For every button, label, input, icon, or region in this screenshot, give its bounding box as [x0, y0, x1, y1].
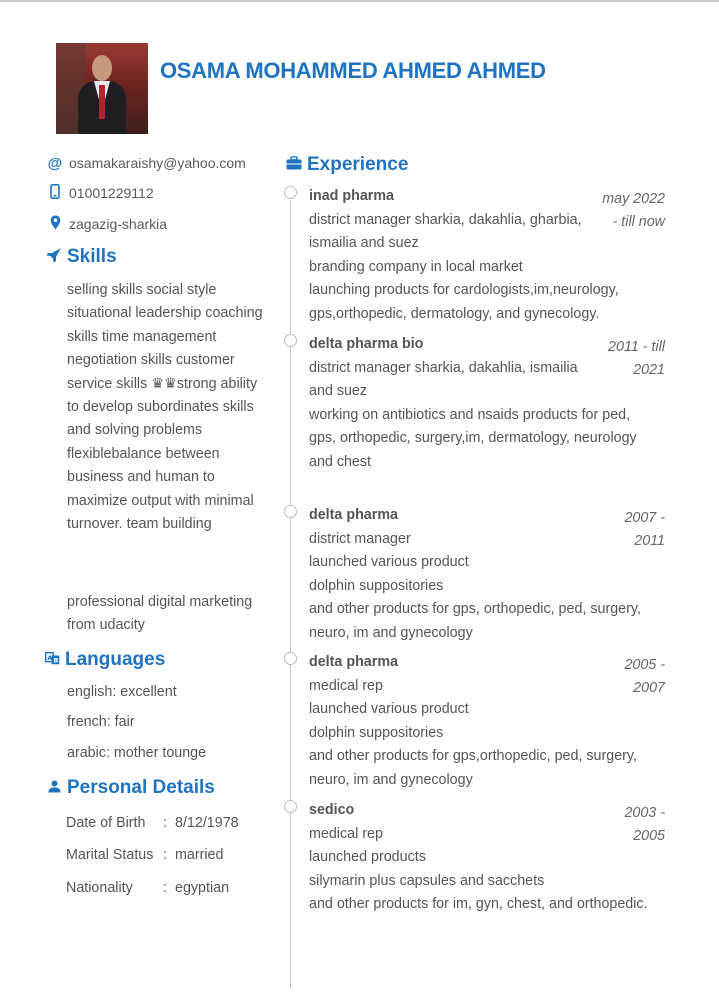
experience-title: Experience	[307, 154, 409, 175]
contact-phone[interactable]	[46, 182, 154, 204]
job-date-end: 2021	[633, 362, 665, 379]
job-date-end: 2005	[633, 828, 665, 845]
job-line: working on antibiotics and nsaids products for ped, gps, orthopedic, surgery,im, dermatology, neurology and chest	[309, 406, 637, 470]
job-line: and other products for im, gyn, chest, and orthopedic.	[309, 896, 648, 913]
job-date-start: 2007 -	[624, 510, 665, 526]
job-date-start: may 2022	[602, 191, 665, 207]
job-date-end: 2007	[633, 680, 665, 697]
email-text: osamakaraishy@yahoo.com	[69, 155, 246, 171]
job-company: inad pharma	[309, 188, 395, 204]
timeline-dot	[284, 652, 297, 665]
job-line: dolphin suppositories	[309, 724, 444, 741]
job-description	[309, 675, 637, 792]
job-line: launching products for cardologists,im,neurology, gps,orthopedic, dermatology, and gynecology.	[309, 282, 619, 322]
personal-row-dob	[66, 815, 239, 831]
personal-label: Nationality	[66, 880, 133, 896]
job-company: delta pharma	[309, 507, 398, 523]
job-line: and other products for gps,orthopedic, ped, surgery, neuro, im and gynecology	[309, 748, 637, 788]
full-name: OSAMA MOHAMMED AHMED AHMED	[160, 58, 546, 83]
job-line: medical rep	[309, 826, 383, 842]
job-company: delta pharma	[309, 654, 398, 670]
personal-sep: :	[163, 847, 167, 863]
location-text: zagazig-sharkia	[69, 216, 168, 232]
rocket-icon	[44, 247, 64, 267]
job-line: launched products	[309, 849, 426, 866]
languages-heading	[42, 649, 165, 671]
phone-text: 01001229112	[69, 185, 154, 201]
personal-value: egyptian	[175, 880, 230, 896]
experience-heading	[284, 154, 408, 176]
personal-sep: :	[163, 880, 167, 896]
at-icon: @	[47, 154, 63, 172]
svg-text:B: B	[52, 656, 58, 665]
timeline-dot	[284, 186, 297, 199]
job-date-start: 2011 - till	[608, 339, 665, 355]
personal-value: married	[175, 847, 224, 863]
job-date-start: 2003 -	[624, 805, 665, 821]
job-company: delta pharma bio	[309, 336, 424, 352]
skills-heading	[44, 246, 117, 268]
job-line: launched various product	[309, 701, 469, 718]
job-description	[309, 823, 648, 917]
job-company: sedico	[309, 802, 355, 818]
skills-title: Skills	[67, 246, 117, 267]
job-date	[595, 654, 665, 701]
svg-text:A: A	[46, 653, 52, 662]
job-line: medical rep	[309, 678, 383, 694]
job-date	[595, 507, 665, 554]
personal-value: 8/12/1978	[175, 815, 239, 831]
job-date-end: 2011	[634, 533, 665, 550]
personal-sep: :	[163, 815, 167, 831]
job-description	[309, 528, 641, 645]
job-date	[595, 802, 665, 849]
personal-row-marital	[66, 847, 223, 863]
job-line: launched various product	[309, 554, 469, 571]
timeline-dot	[284, 505, 297, 518]
language-item: arabic: mother tounge	[67, 745, 207, 761]
skills-text: selling skills social style situational leadership coaching skills time management negotiation skills customer service skills ♛♛strong ability to develop subordinates skills and solving problems flexiblebalance between business and human to maximize output with minimal turnover. team building	[67, 282, 263, 533]
job-line: branding company in local market	[309, 258, 523, 275]
contact-email[interactable]	[46, 152, 246, 174]
job-description	[309, 209, 619, 326]
languages-title: Languages	[65, 649, 166, 670]
job-date-start: 2005 -	[624, 657, 665, 673]
personal-row-nationality	[66, 880, 229, 896]
language-item: french: fair	[67, 714, 135, 730]
timeline-dot	[284, 800, 297, 813]
job-line: district manager sharkia, dakahlia, ismailia and suez	[309, 360, 578, 400]
profile-photo	[56, 43, 148, 134]
job-line: and other products for gps, orthopedic, ped, surgery, neuro, im and gynecology	[309, 601, 641, 641]
job-date-end: - till now	[612, 214, 665, 231]
top-divider	[0, 0, 719, 2]
personal-details-title: Personal Details	[67, 777, 215, 798]
skills-extra: professional digital marketing from udacity	[67, 594, 253, 634]
personal-label: Date of Birth	[66, 815, 146, 831]
job-description	[309, 357, 637, 474]
timeline-line	[290, 200, 291, 988]
timeline-dot	[284, 334, 297, 347]
location-pin-icon	[46, 215, 64, 234]
translate-icon	[42, 652, 62, 669]
language-item: english: excellent	[67, 684, 177, 700]
job-line: district manager	[309, 531, 411, 547]
job-line: silymarin plus capsules and sacchets	[309, 872, 545, 889]
job-line: dolphin suppositories	[309, 577, 444, 594]
person-icon	[44, 780, 64, 797]
phone-icon	[46, 184, 64, 203]
personal-label: Marital Status	[66, 847, 154, 863]
personal-details-heading	[44, 777, 215, 799]
briefcase-icon	[284, 156, 304, 174]
job-line: district manager sharkia, dakahlia, gharbia, ismailia and suez	[309, 212, 582, 252]
contact-location	[46, 213, 167, 235]
